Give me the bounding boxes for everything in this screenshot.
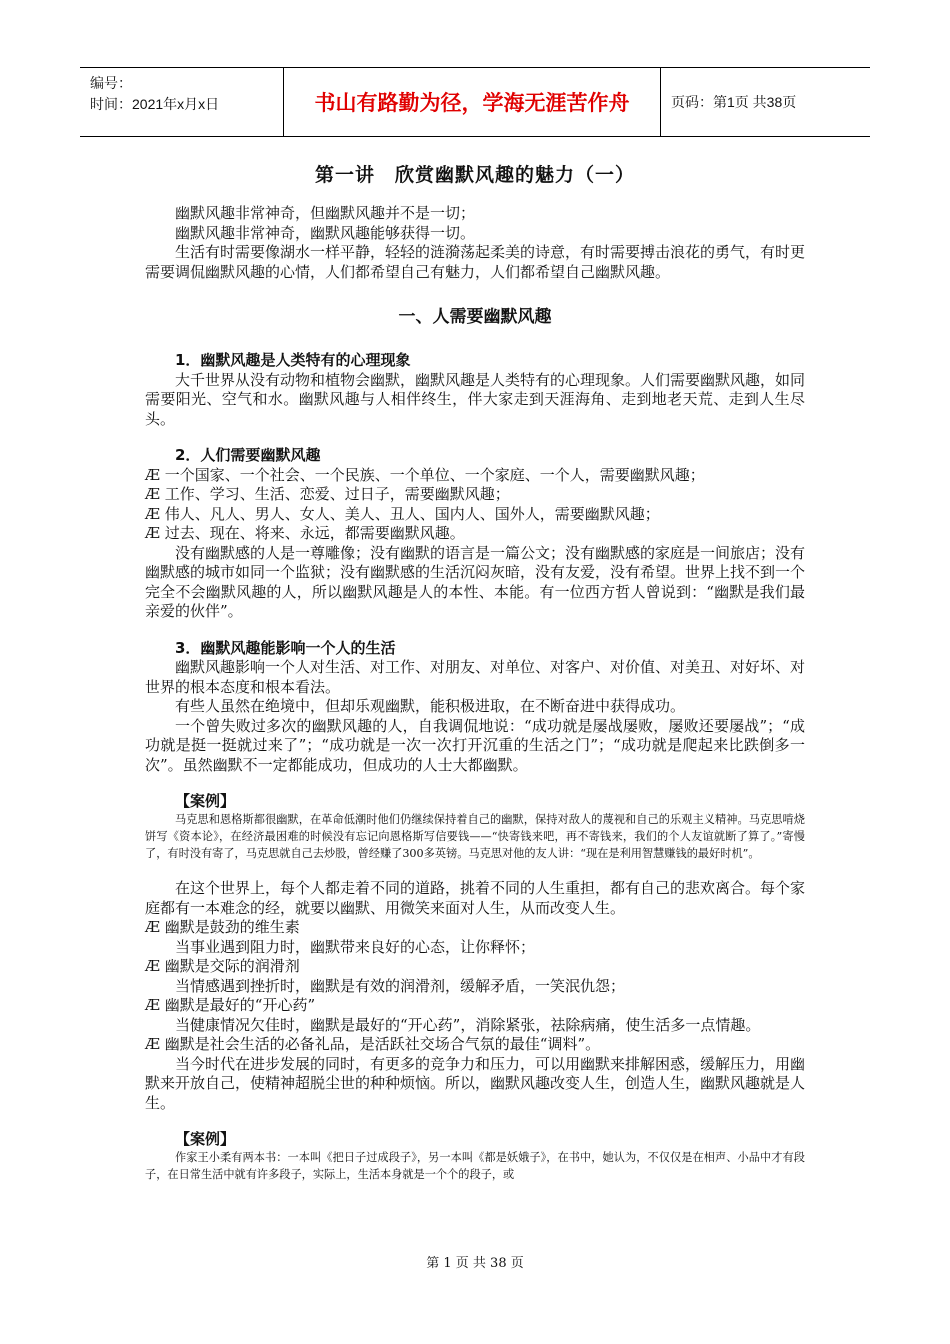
paragraph: 在这个世界上，每个人都走着不同的道路，挑着不同的人生重担，都有自己的悲欢离合。每个家庭都有一本难念的经，就要以幽默、用微笑来面对人生，从而改变人生。 (145, 879, 806, 917)
header-table (80, 67, 870, 137)
bullet-item: Æ 一个国家、一个社会、一个民族、一个单位、一个家庭、一个人，需要幽默风趣； (145, 465, 705, 484)
main-content (145, 204, 805, 1183)
case-text: 马克思和恩格斯都很幽默，在革命低潮时他们仍继续保持着自己的幽默，保持对敌人的蔑视和自己的乐观主义精神。马克思啃烧饼写《资本论》，在经济最困难的时候没有忘记向恩格斯写信要钱——“快寄钱来吧，再不寄钱来，我们的个人友谊就断了算了。”寄慢了，有时没有寄了，马克思就自己去炒股，曾经赚了300多英镑。马克思对他的友人讲：“现在是利用智慧赚钱的最好时机”。 (145, 813, 805, 860)
intro-line: 幽默风趣非常神奇，但幽默风趣并不是一切； (175, 204, 476, 222)
paragraph: 当事业遇到阻力时，幽默带来良好的心态，让你释怀； (175, 937, 536, 956)
section-heading: 一、人需要幽默风趣 (398, 307, 552, 327)
paragraph: 有些人虽然在绝境中，但却乐观幽默，能积极进取，在不断奋进中获得成功。 (175, 697, 686, 715)
case-label: 【案例】 (175, 1130, 236, 1148)
bullet-item: Æ 幽默是社会生活的必备礼品，是活跃社交场合气氛的最佳“调料”。 (145, 1035, 601, 1053)
bullet-item: Æ 工作、学习、生活、恋爱、过日子，需要幽默风趣； (145, 485, 510, 503)
paragraph: 当情感遇到挫折时，幽默是有效的润滑剂，缓解矛盾，一笑泯仇怨； (175, 976, 626, 995)
paragraph: 大千世界从没有动物和植物会幽默，幽默风趣是人类特有的心理现象。人们需要幽默风趣，如同需要阳光、空气和水。幽默风趣与人相伴终生，伴大家走到天涯海角、走到地老天荒、走到人生尽头。 (145, 370, 806, 428)
intro-paragraph: 生活有时需要像湖水一样平静，轻轻的涟漪荡起柔美的诗意，有时需要搏击浪花的勇气，有时更需要调侃幽默风趣的心情，人们都希望自己有魅力，人们都希望自己幽默风趣。 (145, 243, 806, 281)
header-meta (80, 68, 283, 136)
bullet-item: Æ 幽默是鼓劲的维生素 (145, 918, 300, 936)
subsection-heading: 3．幽默风趣能影响一个人的生活 (175, 638, 396, 657)
bullet-item: Æ 伟人、凡人、男人、女人、美人、丑人、国内人、国外人，需要幽默风趣； (145, 504, 660, 523)
case-text: 作家王小柔有两本书：一本叫《把日子过成段子》，另一本叫《都是妖娥子》，在书中，她认为，不仅仅是在相声、小品中才有段子，在日常生活中就有许多段子，实际上，生活本身就是一个个的段子，或 (145, 1151, 805, 1181)
time-label: 时间：2021年x月x日 (90, 96, 220, 112)
paragraph: 一个曾失败过多次的幽默风趣的人，自我调侃地说：“成功就是屡战屡败，屡败还要屡战”；“成功就是挺一挺就过来了”；“成功就是一次一次打开沉重的生活之门”；“成功就是爬起来比跌倒多一次”。虽然幽默不一定都能成功，但成功的人士大都幽默。 (145, 716, 805, 774)
bullet-item: Æ 幽默是最好的“开心药” (145, 996, 316, 1014)
subsection-heading: 1．幽默风趣是人类特有的心理现象 (175, 351, 411, 369)
paragraph: 没有幽默感的人是一尊雕像；没有幽默的语言是一篇公文；没有幽默感的家庭是一间旅店；没有幽默感的城市如同一个监狱；没有幽默感的生活沉闷灰暗，没有友爱，没有希望。世界上找不到一个完全不会幽默风趣的人，所以幽默风趣是人的本性、本能。有一位西方哲人曾说到：“幽默是我们最亲爱的伙伴”。 (145, 543, 806, 620)
subsection-heading: 2．人们需要幽默风趣 (175, 446, 321, 464)
number-label: 编号： (90, 75, 132, 91)
paragraph: 幽默风趣影响一个人对生活、对工作、对朋友、对单位、对客户、对价值、对美丑、对好坏、对世界的根本态度和根本看法。 (145, 658, 806, 696)
header-page-label: 页码：第1页 共38页 (671, 94, 797, 110)
intro-line: 幽默风趣非常神奇，幽默风趣能够获得一切。 (175, 223, 476, 242)
bullet-item: Æ 过去、现在、将来、永远，都需要幽默风趣。 (145, 524, 465, 542)
bullet-item: Æ 幽默是交际的润滑剂 (145, 957, 300, 975)
case-label: 【案例】 (175, 792, 236, 810)
page-title: 第一讲 欣赏幽默风趣的魅力（一） (314, 164, 635, 186)
header-motto: 书山有路勤为径，学海无涯苦作舟 (283, 68, 661, 136)
paragraph: 当健康情况欠佳时，幽默是最好的“开心药”，消除紧张，祛除病痛，使生活多一点情趣。 (175, 1015, 761, 1034)
page-footer: 第 1 页 共 38 页 (426, 1256, 524, 1271)
paragraph: 当今时代在进步发展的同时，有更多的竞争力和压力，可以用幽默来排解困惑，缓解压力，用幽默来开放自己，使精神超脱尘世的种种烦恼。所以，幽默风趣改变人生，创造人生，幽默风趣就是人生。 (145, 1054, 806, 1112)
